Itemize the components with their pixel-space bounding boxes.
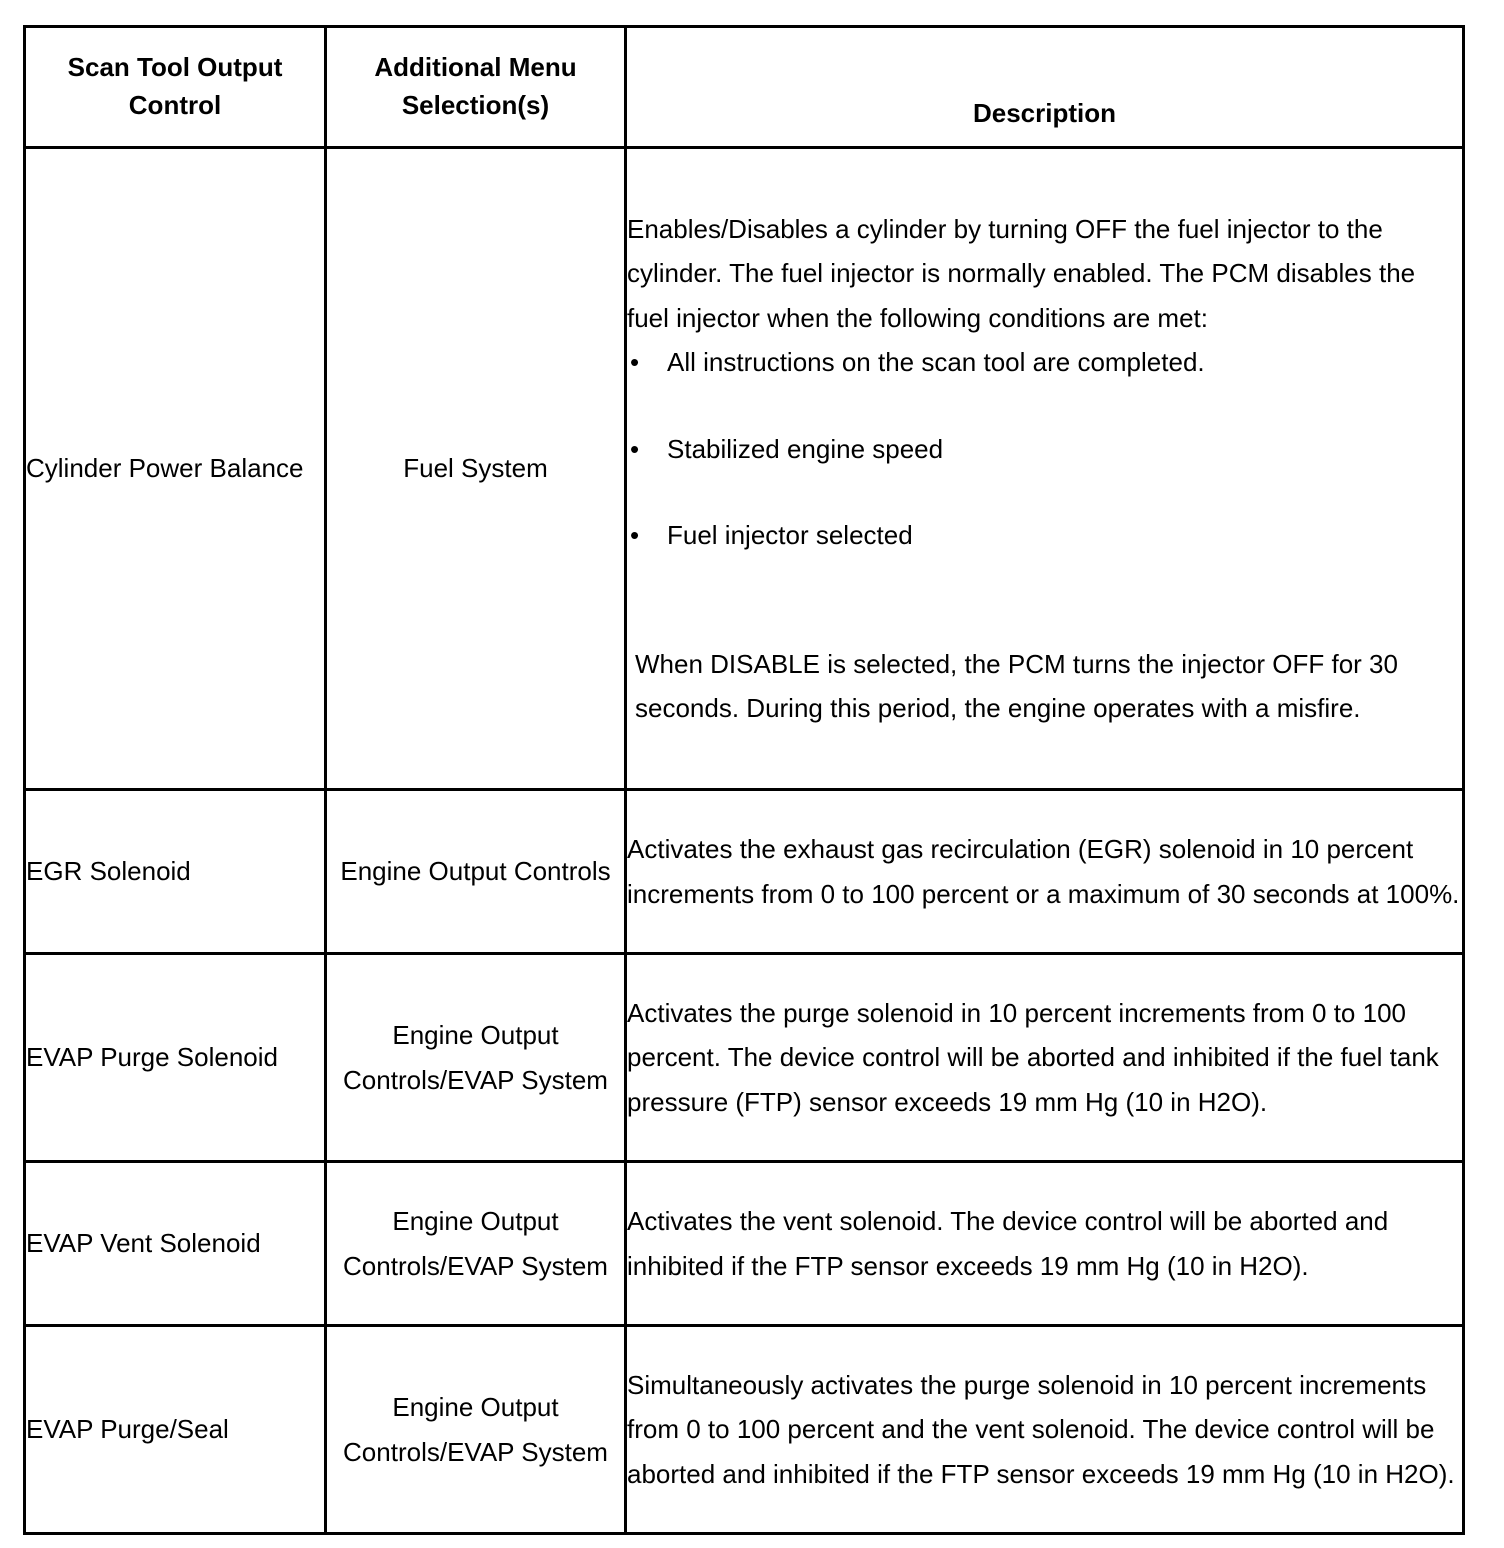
table-header (25, 27, 1464, 148)
description-cell (626, 148, 1464, 790)
bullet-item (627, 427, 1462, 472)
menu-cell: Engine Output Controls/EVAP System (326, 1326, 626, 1534)
table-row (25, 1162, 1464, 1326)
bullet-icon: • (630, 520, 640, 550)
header-row (25, 27, 1464, 148)
table-row (25, 148, 1464, 790)
spacer (627, 385, 1462, 427)
description-cell: Activates the purge solenoid in 10 percent increments from 0 to 100 percent. The device control will be aborted and inhibited if the fuel tank pressure (FTP) sensor exceeds 19 mm Hg (10 in H2O). (626, 954, 1464, 1162)
control-cell: Cylinder Power Balance (25, 148, 326, 790)
header-scan-tool-output-control: Scan Tool Output Control (25, 27, 326, 148)
table-row (25, 1326, 1464, 1534)
bullet-item (627, 513, 1462, 558)
control-cell: EVAP Vent Solenoid (25, 1162, 326, 1326)
bullet-icon: • (630, 347, 640, 377)
table-body (25, 148, 1464, 1534)
header-description: Description (626, 27, 1464, 148)
control-cell: EVAP Purge/Seal (25, 1326, 326, 1534)
control-cell: EVAP Purge Solenoid (25, 954, 326, 1162)
description-cell: Activates the exhaust gas recirculation (EGR) solenoid in 10 percent increments from 0 to 100 percent or a maximum of 30 seconds at 100%. (626, 790, 1464, 954)
bullet-item (627, 340, 1462, 385)
menu-cell: Engine Output Controls/EVAP System (326, 1162, 626, 1326)
bullet-icon: • (630, 433, 640, 464)
output-control-table (23, 25, 1465, 1535)
header-additional-menu-selections: Additional Menu Selection(s) (326, 27, 626, 148)
description-intro: Enables/Disables a cylinder by turning OFF the fuel injector to the cylinder. The fuel injector is normally enabled. The PCM disables the fuel injector when the following conditions are met: (627, 213, 1416, 333)
table-row (25, 954, 1464, 1162)
table-row (25, 790, 1464, 954)
description-outro: When DISABLE is selected, the PCM turns the injector OFF for 30 seconds. During this period, the engine operates with a misfire. (635, 648, 1398, 723)
description-cell: Activates the vent solenoid. The device control will be aborted and inhibited if the FTP sensor exceeds 19 mm Hg (10 in H2O). (626, 1162, 1464, 1326)
bullet-text: Fuel injector selected (667, 520, 913, 550)
control-cell: EGR Solenoid (25, 790, 326, 954)
menu-cell: Fuel System (326, 148, 626, 790)
description-cell: Simultaneously activates the purge solenoid in 10 percent increments from 0 to 100 percent and the vent solenoid. The device control will be aborted and inhibited if the FTP sensor exceeds 19 mm Hg (10 in H2O). (626, 1326, 1464, 1534)
menu-cell: Engine Output Controls (326, 790, 626, 954)
bullet-text: Stabilized engine speed (667, 433, 944, 464)
spacer (627, 471, 1462, 513)
bullet-text: All instructions on the scan tool are completed. (667, 347, 1205, 377)
menu-cell: Engine Output Controls/EVAP System (326, 954, 626, 1162)
spacer (627, 558, 1462, 642)
